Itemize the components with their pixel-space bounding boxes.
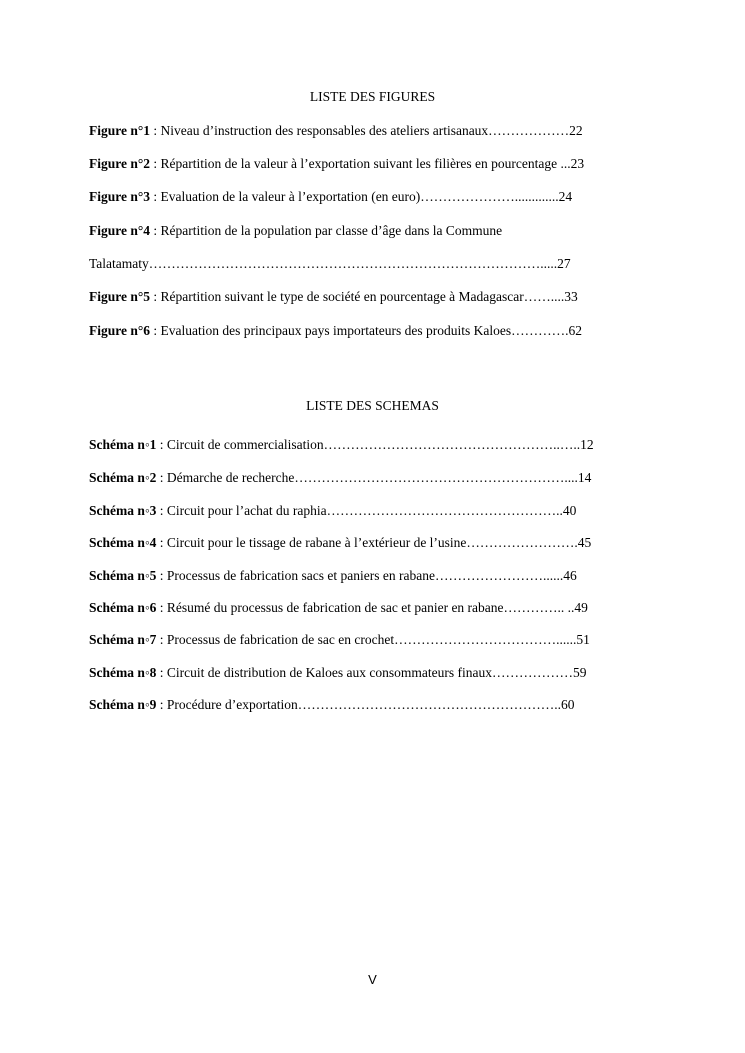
schema-entry-label: Schéma n◦9 bbox=[89, 697, 157, 712]
schema-entry-label: Schéma n◦4 bbox=[89, 535, 157, 550]
schema-entry-2 bbox=[89, 469, 591, 487]
figure-entry-label: Figure n°2 bbox=[89, 156, 151, 171]
schema-entry-6 bbox=[89, 599, 588, 617]
figure-entry-5 bbox=[89, 288, 578, 306]
schema-entry-label: Schéma n◦2 bbox=[89, 470, 157, 485]
schema-entry-5 bbox=[89, 567, 577, 585]
figure-entry-text: : Evaluation de la valeur à l’exportation (en euro)………………….............24 bbox=[150, 189, 573, 204]
schema-entry-4 bbox=[89, 534, 591, 552]
figure-entry-label: Figure n°1 bbox=[89, 123, 151, 138]
figures-list-title: LISTE DES FIGURES bbox=[309, 89, 436, 104]
schema-entry-label: Schéma n◦8 bbox=[89, 665, 157, 680]
schema-entry-9 bbox=[89, 696, 575, 714]
figure-entry-label: Figure n°5 bbox=[89, 289, 151, 304]
schema-entry-text: : Processus de fabrication de sac en crochet………………………………......51 bbox=[156, 632, 590, 647]
schema-entry-text: : Processus de fabrication sacs et paniers en rabane……………………......46 bbox=[156, 568, 577, 583]
schema-entry-label: Schéma n◦3 bbox=[89, 503, 157, 518]
schema-entry-text: : Circuit de commercialisation……………………………………………..…..12 bbox=[156, 437, 594, 452]
figure-entry-label: Figure n°4 bbox=[89, 223, 151, 238]
schema-entry-text: : Circuit pour l’achat du raphia……………………………………………..40 bbox=[156, 503, 577, 518]
schema-entry-8 bbox=[89, 664, 586, 682]
schema-entry-label: Schéma n◦6 bbox=[89, 600, 157, 615]
figure-entry-text: : Répartition de la population par classe d’âge dans la Commune bbox=[150, 223, 503, 238]
figure-entry-text: : Répartition de la valeur à l’exportation suivant les filières en pourcentage ...23 bbox=[150, 156, 585, 171]
schema-entry-label: Schéma n◦1 bbox=[89, 437, 157, 452]
figure-entry-4-continued bbox=[89, 255, 571, 273]
figure-entry-1 bbox=[89, 122, 583, 140]
figure-entry-6 bbox=[89, 322, 582, 340]
schema-entry-label: Schéma n◦5 bbox=[89, 568, 157, 583]
schema-entry-text: : Résumé du processus de fabrication de sac et panier en rabane………….. ..49 bbox=[156, 600, 588, 615]
schema-entry-text: : Procédure d’exportation…………………………………………………..60 bbox=[156, 697, 575, 712]
schema-entry-3 bbox=[89, 502, 576, 520]
figure-entry-label: Figure n°3 bbox=[89, 189, 151, 204]
schema-entry-1 bbox=[89, 436, 594, 454]
schema-entry-7 bbox=[89, 631, 590, 649]
schema-entry-text: : Circuit pour le tissage de rabane à l’extérieur de l’usine…………………….45 bbox=[156, 535, 592, 550]
schema-entry-label: Schéma n◦7 bbox=[89, 632, 157, 647]
figure-entry-label: Figure n°6 bbox=[89, 323, 151, 338]
figure-entry-4 bbox=[89, 222, 502, 240]
figure-entry-text: : Niveau d’instruction des responsables des ateliers artisanaux………………22 bbox=[150, 123, 583, 138]
schema-entry-text: : Circuit de distribution de Kaloes aux consommateurs finaux………………59 bbox=[156, 665, 587, 680]
figure-entry-text: : Evaluation des principaux pays importateurs des produits Kaloes………….62 bbox=[150, 323, 582, 338]
figure-entry-2 bbox=[89, 155, 584, 173]
page-number: V bbox=[368, 972, 377, 987]
figure-entry-3 bbox=[89, 188, 572, 206]
schemas-list-title: LISTE DES SCHEMAS bbox=[306, 398, 439, 413]
figure-entry-text: : Répartition suivant le type de société en pourcentage à Madagascar……....33 bbox=[150, 289, 578, 304]
figure-entry-text: Talatamaty…………………………………………………………………………….....27 bbox=[89, 256, 571, 271]
schema-entry-text: : Démarche de recherche……………………………………………………....14 bbox=[156, 470, 592, 485]
